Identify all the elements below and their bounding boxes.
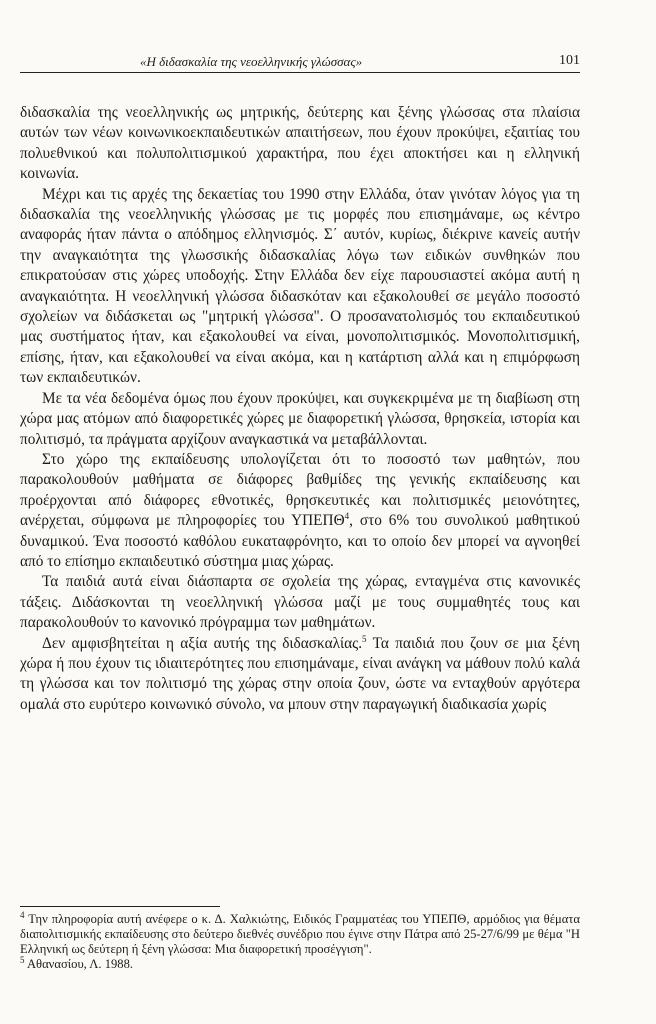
running-title: «Η διδασκαλία της νεοελληνικής γλώσσας» [140, 54, 363, 69]
paragraph-2: Μέχρι και τις αρχές της δεκαετίας του 1990 στην Ελλάδα, όταν γινόταν λόγος για τη διδασκαλία της νεοελληνικής γλώσσας με τις μορφές που επισημάναμε, ως κέντρο αναφοράς ήταν πάντα ο απόδημος ελληνισμός. Σ΄ αυτόν, κυρίως, διέκρινε κανείς αυτήν την αναγκαιότητα της γλωσσικής διδασκαλίας λόγω των ειδικών συνθηκών που επικρατούσαν στις χώρες υποδοχής. Στην Ελλάδα δεν είχε παρουσιαστεί ακόμα αυτή η αναγκαιότητα. Η νεοελληνική γλώσσα διδασκόταν και εξακολουθεί σε μεγάλο ποσοστό σχολείων να διδάσκεται ως "μητρική γλώσσα". Ο προσανατολισμός του εκπαιδευτικού μας συστήματος ήταν, και εξακολουθεί να είναι, μονοπολιτισμικός. Μονοπολιτισμική, επίσης, ήταν, και εξακολουθεί να είναι ακόμα, και η κατάρτιση αλλά και η επιμόρφωση των εκπαιδευτικών. [20, 185, 580, 387]
paragraph-6-text-b: Τα παιδιά που ζουν σε μια ξένη χώρα ή που έχουν τις ιδιαιτερότητες που επισημάναμε, είναι ανάγκη να μάθουν πολύ καλά τη γλώσσα και τον πολιτισμό της χώρας στην οποία ζουν, ώστε να ενταχθούν αργότερα ομαλά στο ευρύτερο κοινωνικό σύνολο, να μπουν στην παραγωγική διαδικασία χωρίς [20, 634, 581, 713]
page [20, 52, 580, 715]
footnote-5 [20, 954, 580, 972]
paragraph-3: Με τα νέα δεδομένα όμως που έχουν προκύψει, και συγκεκριμένα με τη διαβίωση στη χώρα μας ατόμων από διαφορετικές χώρες με διαφορετική γλώσσα, θρησκεία, ιστορία και πολιτισμό, τα πράγματα αρχίζουν αναγκαστικά να μεταβάλλονται. [20, 389, 580, 448]
paragraph-4-text-a: Στο χώρο της εκπαίδευσης υπολογίζεται ότι το ποσοστό των μαθητών, που παρακολουθούν μαθήματα σε διάφορες βαθμίδες της γενικής εκπαίδευσης και προέρχονται από διάφορες εθνοτικές, θρησκευτικές και πολιτισμικές μειονότητες, ανέρχεται, σύμφωνα με πληροφορίες του ΥΠΕΠΘ [20, 450, 580, 530]
paragraph-5: Τα παιδιά αυτά είναι διάσπαρτα σε σχολεία της χώρας, ενταγμένα στις κανονικές τάξεις. Διδάσκονται τη νεοελληνική γλώσσα μαζί με τους συμμαθητές τους και παρακολουθούν το κανονικό πρόγραμμα των μαθημάτων. [20, 573, 580, 632]
paragraph-4-text-b: , στο 6% του συνολικού μαθητικού δυναμικού. Ένα ποσοστό καθόλου ευκαταφρόνητο, και το οποίο δεν μπορεί να αγνοηθεί από το επίσημο εκπαιδευτικό σύστημα μιας χώρας. [20, 512, 580, 570]
footnote-5-text: Αθανασίου, Λ. 1988. [24, 957, 134, 971]
footnotes [20, 906, 580, 972]
footnote-ref-5: 5 [362, 633, 367, 644]
paragraph-4 [20, 450, 580, 572]
page-number: 101 [559, 53, 580, 68]
footnote-4-text: Την πληροφορία αυτή ανέφερε ο κ. Δ. Χαλκιώτης, Ειδικός Γραμματέας του ΥΠΕΠΘ, αρμόδιος για θέματα διαπολιτισμικής εκπαίδευσης στο δεύτερο διεθνές συνέδριο που έγινε στην Πάτρα από 25-27/6/99 με θέμα "Η Ελληνική ως δεύτερη ή ξένη γλώσσα: Μια διαφορετική προσέγγιση". [20, 912, 580, 956]
footnote-ref-4: 4 [344, 511, 350, 522]
paragraph-6 [20, 634, 580, 716]
paragraph-6-text-a: Δεν αμφισβητείται η αξία αυτής της διδασκαλίας. [42, 634, 363, 652]
running-header [20, 52, 580, 73]
footnote-5-number: 5 [20, 954, 25, 965]
paragraph-1: διδασκαλία της νεοελληνικής ως μητρικής, δεύτερης και ξένης γλώσσας στα πλαίσια αυτών των νέων κοινωνικοεκπαιδευτικών απαιτήσεων, που έχουν προκύψει, εξαιτίας του πολυεθνικού και πολυπολιτισμικού χαρακτήρα, που έχει αποκτήσει και η ελληνική κοινωνία. [20, 104, 580, 183]
footnote-4 [20, 909, 580, 957]
footnote-divider [20, 906, 220, 907]
body-text [20, 103, 580, 715]
footnote-4-number: 4 [20, 909, 25, 920]
